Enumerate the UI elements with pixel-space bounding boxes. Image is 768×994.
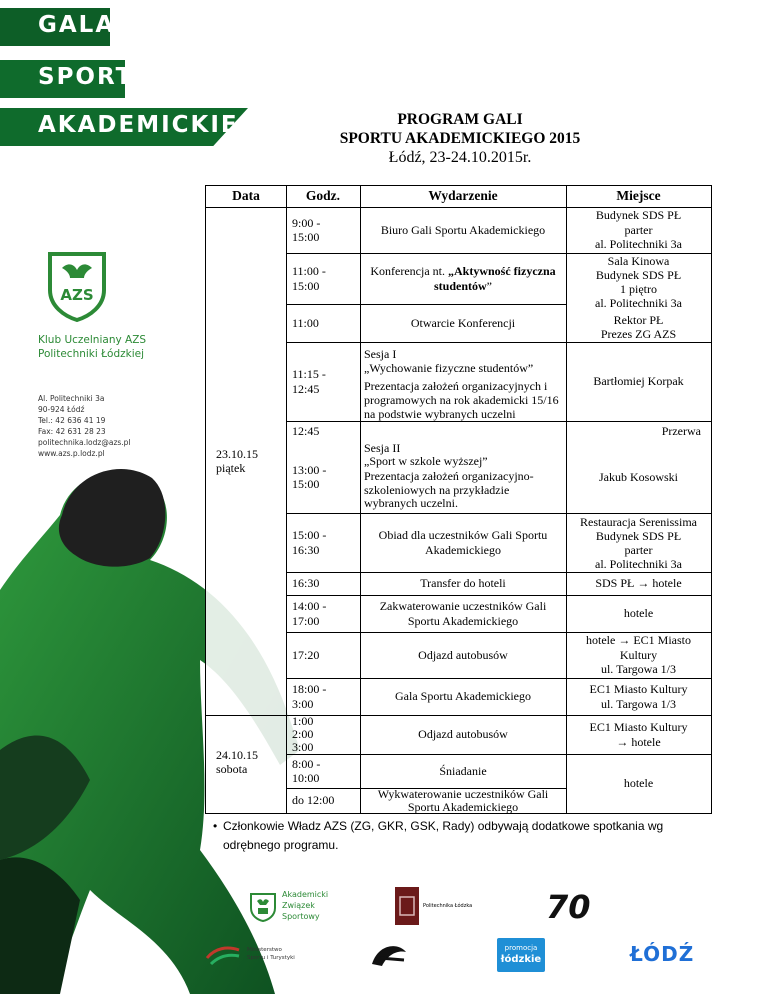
header-event: Wydarzenie xyxy=(428,188,498,204)
address-line: Tel.: 42 636 41 19 xyxy=(38,416,106,425)
event-session-2-presentation: Prezentacja założeń organizacyjno-szkoleniowych na przykładzie wybranych uczelni. xyxy=(364,469,534,511)
place-cell: hotele → EC1 Miasto Kultury ul. Targowa 1/3 xyxy=(586,633,691,677)
address-website[interactable]: www.azs.p.lodz.pl xyxy=(38,449,105,458)
club-name-line-2: Politechniki Łódzkiej xyxy=(38,348,145,360)
place-cell: hotele xyxy=(623,606,654,621)
place-cell: Budynek SDS PŁ parter al. Politechniki 3a xyxy=(595,208,682,252)
place-cell: Bartłomiej Korpak xyxy=(593,374,684,389)
title-date: Łódź, 23-24.10.2015r. xyxy=(388,149,532,166)
svg-text:AZS: AZS xyxy=(60,286,94,304)
club-name-line-1: Klub Uczelniany AZS xyxy=(38,334,147,346)
sponsor-politechnika xyxy=(395,887,490,927)
event-cell: Obiad dla uczestników Gali Sportu Akademickiego xyxy=(378,528,548,557)
program-title xyxy=(300,110,620,167)
address-line: 90-924 Łódź xyxy=(38,405,85,414)
promo-line-1: promocja xyxy=(504,944,538,952)
sponsor-ministry xyxy=(205,940,310,970)
time-cell: 13:00 - 15:00 xyxy=(292,462,327,491)
title-line-2: SPORTU AKADEMICKIEGO 2015 xyxy=(339,130,581,147)
event-session-2: Sesja II „Sport w szkole wyższej” xyxy=(364,441,488,468)
gala-banner xyxy=(0,0,282,160)
pl-name: Politechnika Łódzka xyxy=(423,903,473,909)
note-text: Członkowie Władz AZS (ZG, GKR, GSK, Rady) odbywają dodatkowe spotkania wg odrębnego programu. xyxy=(223,819,664,852)
event-conference xyxy=(364,253,562,304)
ministry-line-1: Ministerstwo xyxy=(247,947,282,953)
title-line-1: PROGRAM GALI xyxy=(397,111,523,128)
seventy-text: 70 xyxy=(546,888,591,926)
day-1-date: 23.10.15 xyxy=(216,446,258,461)
event-cell: Śniadanie xyxy=(439,763,487,778)
event-conference-suffix: ” xyxy=(486,278,492,293)
time-cell: 14:00 - 17:00 xyxy=(292,599,327,628)
event-cell: Gala Sportu Akademickiego xyxy=(395,689,531,704)
sponsor-promocja-lodzkie xyxy=(497,938,545,972)
event-cell: Odjazd autobusów xyxy=(418,727,508,742)
sponsor-lodz xyxy=(630,940,695,970)
place-cell: Sala Kinowa Budynek SDS PŁ 1 piętro al. Politechniki 3a xyxy=(595,254,682,310)
place-cell: Jakub Kosowski xyxy=(598,469,678,484)
event-cell: Transfer do hoteli xyxy=(420,576,506,591)
day-1 xyxy=(216,441,284,481)
event-session-1: Sesja I „Wychowanie fizyczne studentów” xyxy=(364,346,534,375)
place-cell: EC1 Miasto Kultury → hotele xyxy=(589,720,688,749)
time-cell: 12:45 xyxy=(292,423,320,438)
note xyxy=(213,817,693,855)
promo-line-2: łódzkie xyxy=(500,954,542,965)
event-cell: Zakwaterowanie uczestników Gali Sportu Akademickiego xyxy=(379,599,547,628)
note-bullet: • xyxy=(213,819,218,833)
time-cell: 11:00 xyxy=(292,315,319,330)
event-cell: Biuro Gali Sportu Akademickiego xyxy=(380,222,546,237)
azs-shield-icon xyxy=(248,892,278,922)
address-line: Al. Politechniki 3a xyxy=(38,394,105,403)
azs-line-3: Sportowy xyxy=(282,912,320,921)
place-cell: Rektor PŁ Prezes ZG AZS xyxy=(600,312,677,341)
address-line: Fax: 42 631 28 23 xyxy=(38,427,106,436)
azs-line-1: Akademicki xyxy=(282,890,329,899)
col-divider xyxy=(566,186,567,813)
col-divider xyxy=(286,186,287,813)
ministry-swoosh-icon xyxy=(205,940,243,968)
day-2 xyxy=(216,742,284,782)
time-cell: do 12:00 xyxy=(292,793,335,808)
pl-crest-icon xyxy=(395,887,419,925)
lodz-text: ŁÓDŹ xyxy=(630,942,695,966)
header-time: Godz. xyxy=(305,188,341,204)
day-1-weekday: piątek xyxy=(216,461,246,475)
event-cell: Otwarcie Konferencji xyxy=(410,315,516,330)
club-name xyxy=(38,333,146,361)
ministry-line-2: Sportu i Turystyki xyxy=(247,955,295,961)
sponsor-emblem-icon xyxy=(368,938,410,970)
time-cell: 16:30 xyxy=(292,576,320,591)
time-cell: 8:00 - 10:00 xyxy=(292,756,321,785)
event-break: Przerwa xyxy=(661,423,701,438)
place-cell: Restauracja Serenissima Budynek SDS PŁ parter al. Politechniki 3a xyxy=(580,514,697,571)
place-cell: hotele xyxy=(623,776,654,791)
sponsor-azs xyxy=(248,889,358,925)
sponsor-70-years xyxy=(540,888,610,926)
address-email[interactable]: politechnika.lodz@azs.pl xyxy=(38,438,131,447)
header-place: Miejsce xyxy=(616,188,661,204)
day-2-date: 24.10.15 xyxy=(216,747,258,762)
program-table xyxy=(205,185,712,814)
header-date: Data xyxy=(232,188,260,204)
time-cell: 11:00 - 15:00 xyxy=(292,264,326,293)
event-cell: Wykwaterowanie uczestników Gali Sportu Akademickiego xyxy=(377,787,549,814)
col-divider xyxy=(360,186,361,813)
time-cell: 18:00 - 3:00 xyxy=(292,682,327,711)
time-cell: 15:00 - 16:30 xyxy=(292,528,327,557)
azs-club-logo xyxy=(38,248,116,322)
event-session-1-presentation: Prezentacja założeń organizacyjnych i programowych na rok akademicki 15/16 na podstwie wybranych uczelni xyxy=(364,378,559,421)
event-cell: Odjazd autobusów xyxy=(418,647,508,662)
place-cell: SDS PŁ → hotele xyxy=(595,576,682,591)
azs-line-2: Związek xyxy=(282,901,315,910)
event-conference-topic: „Aktywność fizyczna studentów xyxy=(433,264,556,293)
time-cell: 17:20 xyxy=(292,647,320,662)
banner-line-2: SPORTU xyxy=(38,64,155,90)
day-2-weekday: sobota xyxy=(216,762,248,776)
event-conference-prefix: Konferencja nt. xyxy=(370,264,448,278)
time-cell: 9:00 - 15:00 xyxy=(292,215,321,244)
club-address xyxy=(38,393,131,459)
place-cell: EC1 Miasto Kultury ul. Targowa 1/3 xyxy=(589,682,688,711)
banner-line-1: GALA xyxy=(38,12,116,38)
banner-line-3: AKADEMICKIEGO xyxy=(38,112,282,138)
time-cell: 11:15 - 12:45 xyxy=(292,367,326,396)
time-cell: 1:00 2:00 3:00 xyxy=(292,714,314,754)
